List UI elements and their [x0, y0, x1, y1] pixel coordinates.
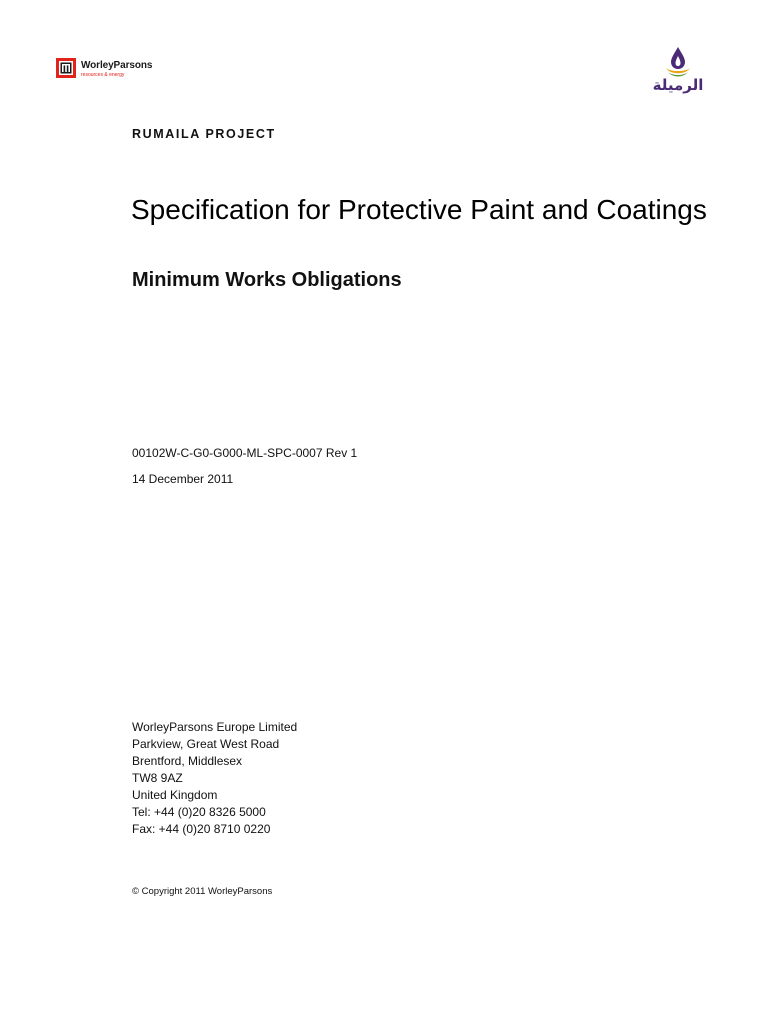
address-country: United Kingdom	[132, 788, 218, 802]
address-company: WorleyParsons Europe Limited	[132, 720, 298, 734]
document-subtitle: Minimum Works Obligations	[132, 269, 402, 291]
project-label: RUMAILA PROJECT	[132, 127, 276, 141]
company-address	[132, 719, 297, 838]
worleyparsons-logo	[56, 58, 152, 78]
rumaila-logo-arabic-text: الرميلة	[652, 76, 704, 94]
address-line1: Parkview, Great West Road	[132, 737, 280, 751]
address-fax: Fax: +44 (0)20 8710 0220	[132, 822, 271, 836]
document-title: Specification for Protective Paint and Coatings	[131, 194, 707, 225]
rumaila-logo-icon	[648, 44, 708, 80]
document-date: 14 December 2011	[132, 472, 234, 486]
company-logo-tagline: resources & energy	[81, 72, 125, 78]
address-line2: Brentford, Middlesex	[132, 754, 243, 768]
address-postcode: TW8 9AZ	[132, 771, 183, 785]
address-tel: Tel: +44 (0)20 8326 5000	[132, 805, 266, 819]
document-number: 00102W-C-G0-G000-ML-SPC-0007 Rev 1	[132, 446, 358, 460]
copyright-notice: © Copyright 2011 WorleyParsons	[132, 886, 273, 897]
worleyparsons-logo-icon	[56, 58, 76, 78]
rumaila-logo	[648, 44, 708, 98]
company-logo-name: WorleyParsons	[81, 60, 153, 71]
